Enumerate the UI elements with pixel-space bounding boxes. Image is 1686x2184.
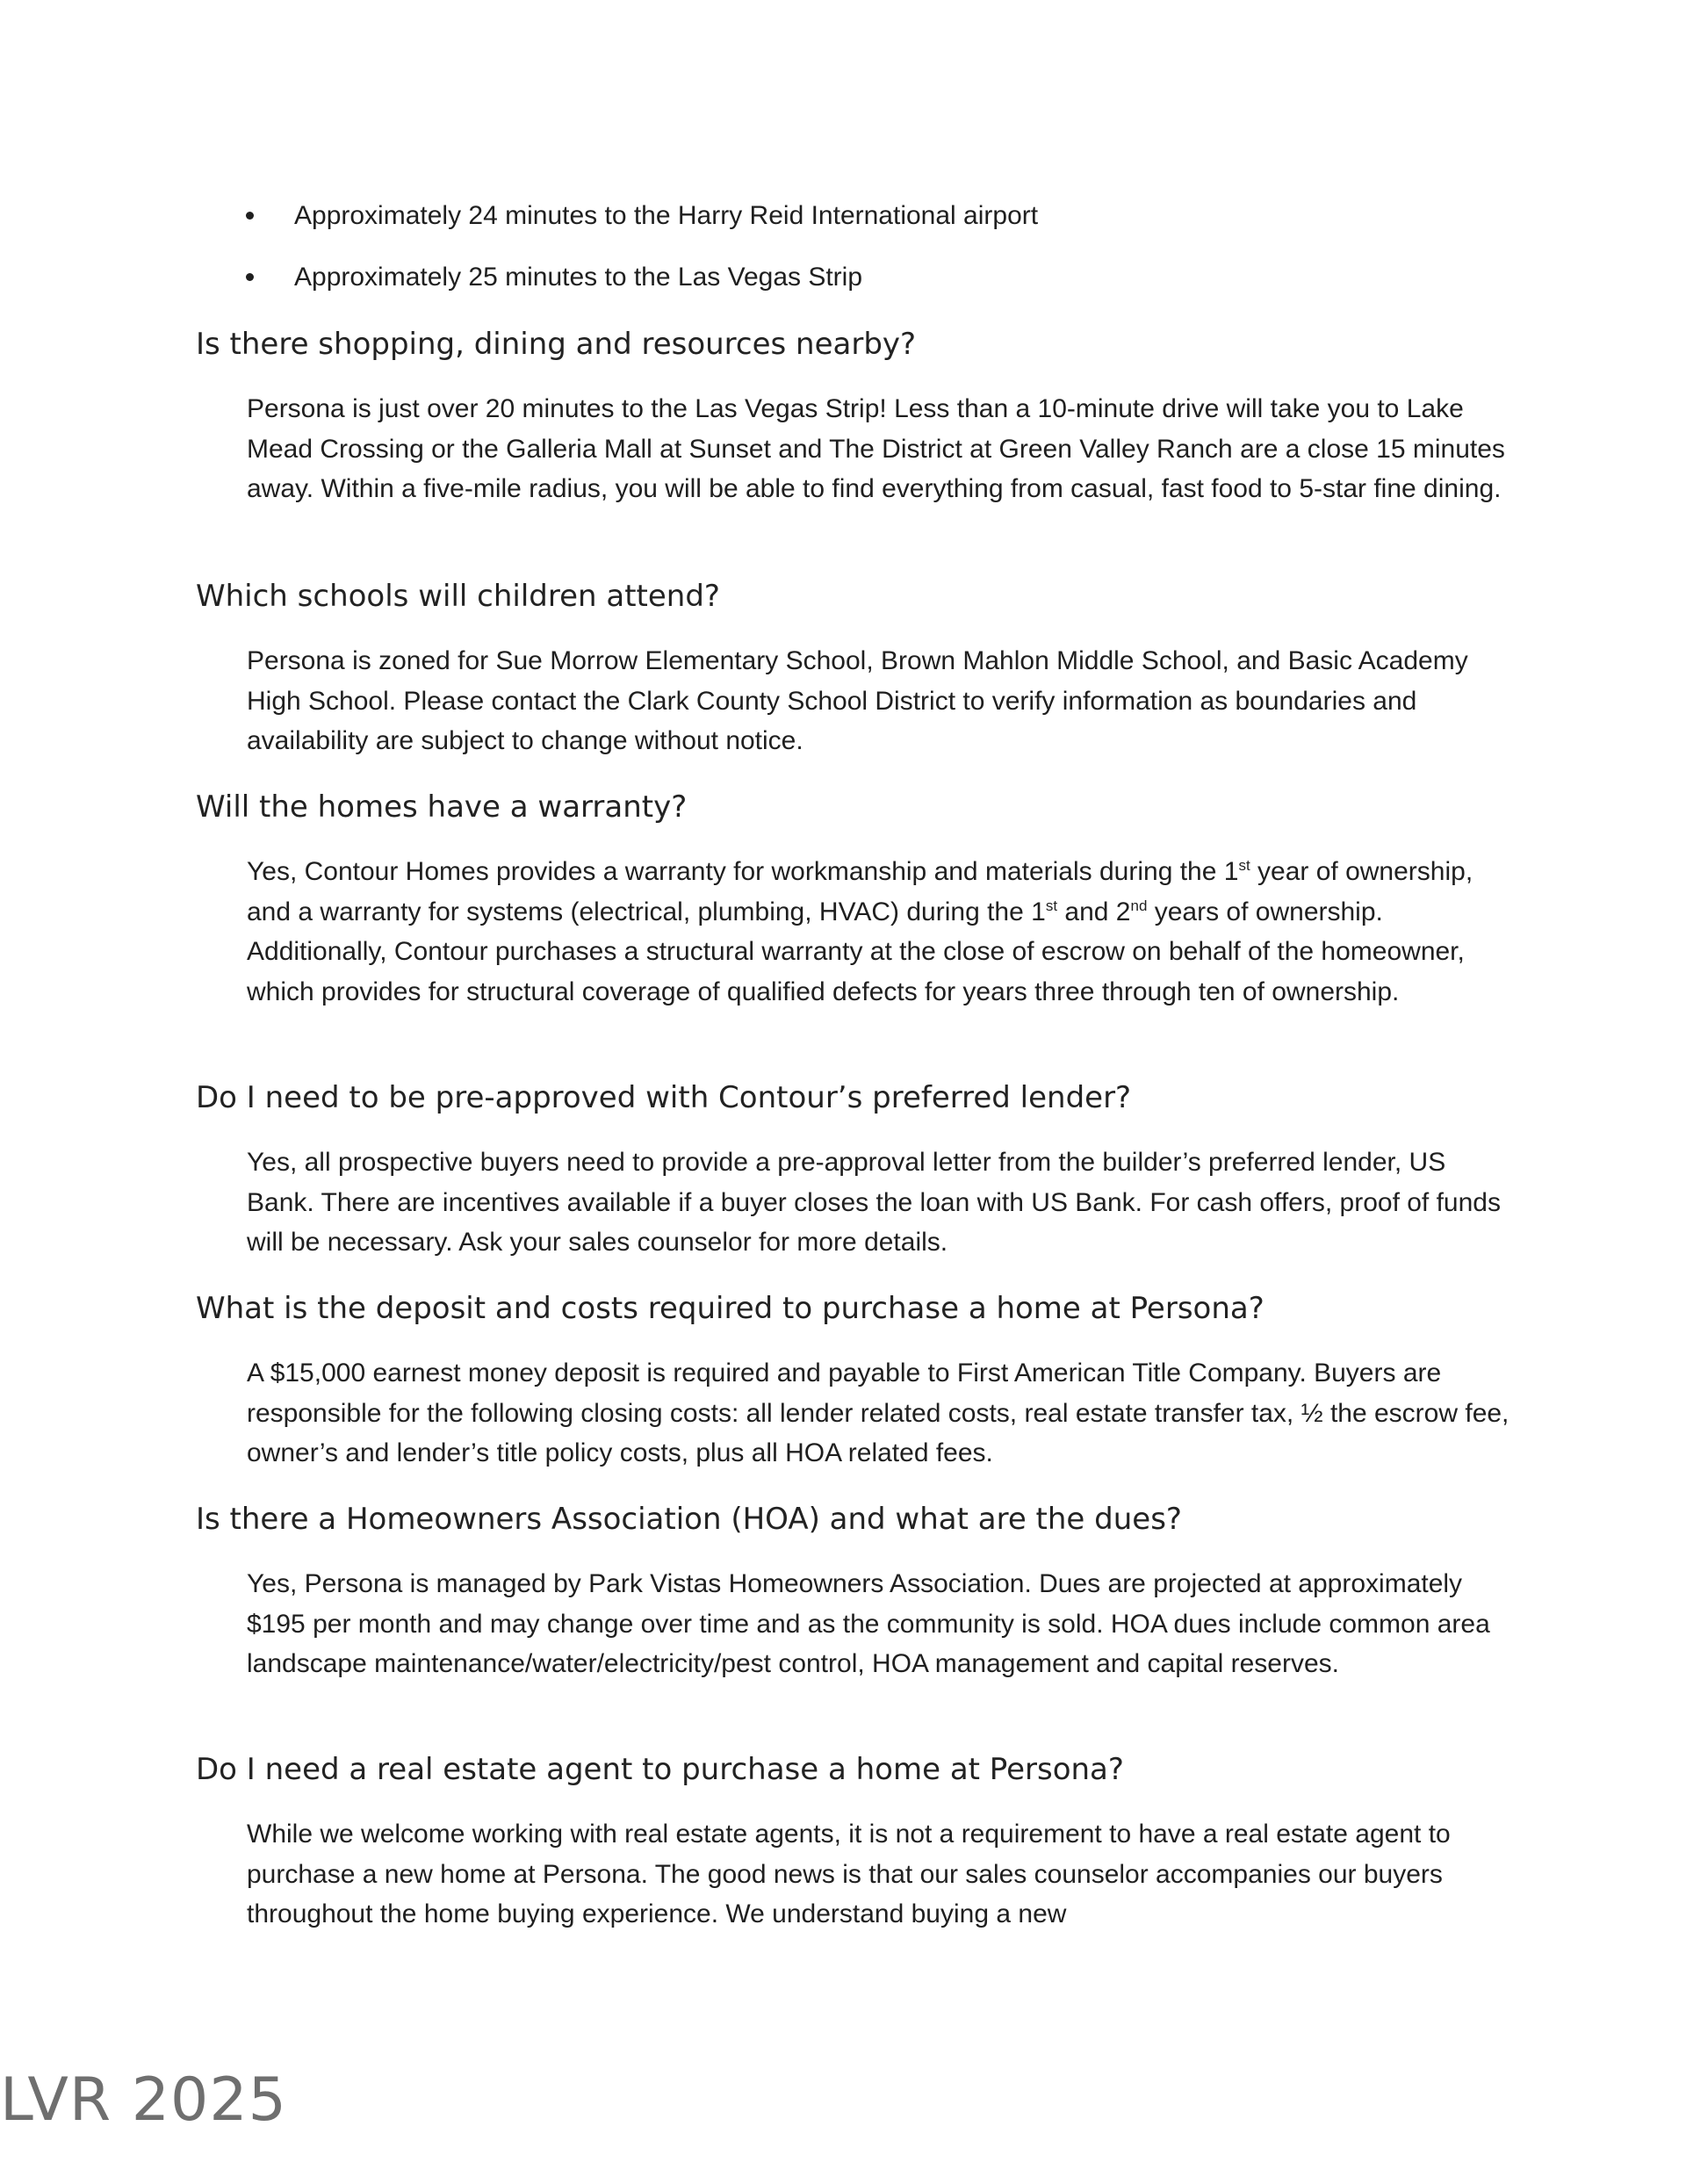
location-bullet-list (241, 198, 1515, 321)
faq-question: What is the deposit and costs required to purchase a home at Persona? (196, 1291, 1264, 1326)
faq-question: Will the homes have a warranty? (196, 789, 688, 825)
faq-question: Do I need to be pre-approved with Contour’s preferred lender? (196, 1080, 1132, 1115)
faq-question: Is there a Homeowners Association (HOA) and what are the dues? (196, 1502, 1182, 1537)
faq-answer: While we welcome working with real estate agents, it is not a requirement to have a real estate agent to purchase a new home at Persona. The good news is that our sales counselor accompanies our buyers throughout the home buying experience. We understand buying a new (247, 1820, 1451, 1928)
faq-warranty (196, 787, 1513, 1012)
bullet-item-strip (241, 260, 1515, 295)
faq-preferred-lender (196, 1078, 1513, 1263)
faq-answer: Persona is just over 20 minutes to the Las Vegas Strip! Less than a 10-minute drive will take you to Lake Mead Crossing or the Galleria Mall at Sunset and The District at Green Valley Ranch are a close 15 minutes away. Within a five-mile radius, you will be able to find everything from casual, fast food to 5-star fine dining. (247, 394, 1505, 503)
faq-question: Is there shopping, dining and resources nearby? (196, 327, 917, 362)
mls-watermark-stamp: LVR 2025 (0, 2065, 287, 2135)
faq-answer: A $15,000 earnest money deposit is required and payable to First American Title Company. Buyers are responsible for the following closing costs: all lender related costs, real estate transfer tax, ½ the escrow fee, owner’s and lender’s title policy costs, plus all HOA related fees. (247, 1359, 1509, 1467)
faq-deposit-costs (196, 1288, 1513, 1474)
bullet-dot (246, 273, 254, 281)
faq-answer: Yes, Contour Homes provides a warranty for workmanship and materials during the 1st year of ownership, and a warranty for systems (electrical, plumbing, HVAC) during the 1st and 2nd years of ownership. Additionally, Contour purchases a structural warranty at the close of escrow on behalf of the homeowner, which provides for structural coverage of qualified defects for years three through ten of ownership. (247, 857, 1473, 1006)
faq-answer: Yes, Persona is managed by Park Vistas Homeowners Association. Dues are projected at approximately $195 per month and may change over time and as the community is sold. HOA dues include common area landscape maintenance/water/electricity/pest control, HOA management and capital reserves. (247, 1569, 1490, 1678)
bullet-text: Approximately 24 minutes to the Harry Reid International airport (294, 201, 1039, 230)
faq-question: Which schools will children attend? (196, 579, 720, 614)
faq-hoa-dues (196, 1499, 1513, 1684)
faq-answer: Persona is zoned for Sue Morrow Elementary School, Brown Mahlon Middle School, and Basic Academy High School. Please contact the Clark County School District to verify information as boundaries and availability are subject to change without notice. (247, 646, 1468, 755)
bullet-text: Approximately 25 minutes to the Las Vegas Strip (294, 263, 863, 292)
bullet-dot (246, 212, 254, 220)
faq-answer: Yes, all prospective buyers need to provide a pre-approval letter from the builder’s preferred lender, US Bank. There are incentives available if a buyer closes the loan with US Bank. For cash offers, proof of funds will be necessary. Ask your sales counselor for more details. (247, 1148, 1501, 1257)
bullet-item-airport (241, 198, 1515, 234)
faq-real-estate-agent (196, 1749, 1513, 1935)
faq-shopping-dining (196, 324, 1513, 509)
faq-question: Do I need a real estate agent to purchase a home at Persona? (196, 1752, 1124, 1787)
faq-schools (196, 576, 1513, 761)
